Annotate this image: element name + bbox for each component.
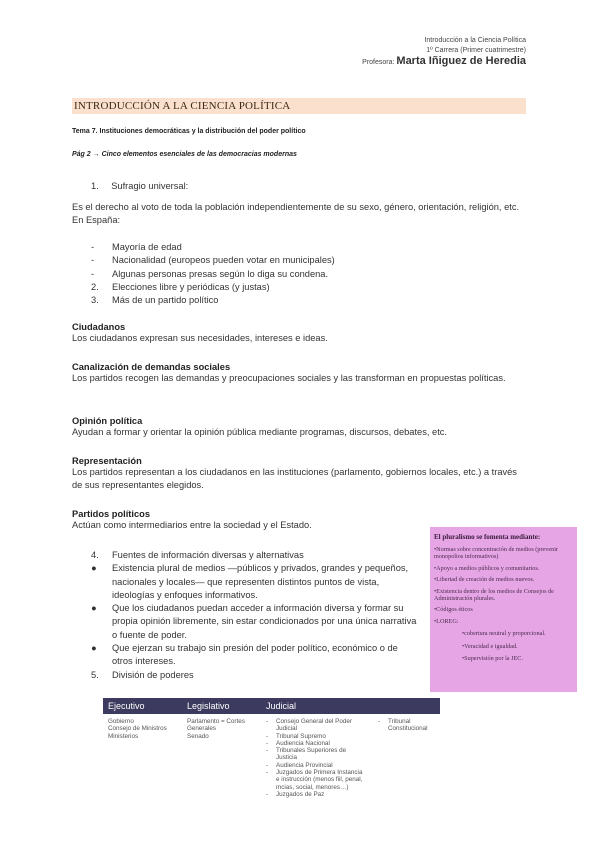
header-course: Introducción a la Ciencia Política [424, 37, 526, 44]
block-title: Opinión política [72, 416, 143, 426]
information-sources-list [91, 549, 421, 682]
list-item: ● Que los ciudadanos puedan acceder a información diversa y formar su propia opinión libremente, sin estar condicionados por una única narrativa o fuente de poder. [91, 603, 417, 640]
pluralism-line: •Apoyo a medios públicos y comunitarios. [434, 564, 540, 572]
block-opinion [72, 416, 527, 439]
pluralism-line: •Existencia dentro de los medios de Consejos de Administración plurales. [434, 587, 554, 603]
block-ciudadanos [72, 322, 527, 345]
header-legislativo: Legislativo [187, 701, 230, 711]
powers-table [103, 698, 440, 834]
block-text: Los partidos representan a los ciudadanos en las instituciones (parlamento, gobiernos locales, etc.) a través de sus representantes elegidos. [72, 467, 517, 490]
list-item: 4. Fuentes de información diversas y alternativas [91, 550, 304, 560]
pluralism-subline: •Supervisión por la JEC. [462, 655, 523, 663]
cell: - Audiencia Nacional [266, 740, 366, 747]
block-partidos [72, 509, 422, 532]
pluralism-note-box [430, 527, 577, 692]
section-1-number: 1. [91, 181, 99, 191]
professor-label: Profesora: [362, 59, 395, 66]
cell: Consejo de Ministros [108, 725, 167, 733]
section-1-title: Sufragio universal: [111, 181, 189, 191]
suffrage-paragraph: Es el derecho al voto de toda la población independientemente de su sexo, género, orientación, religión, etc. En España: [72, 202, 520, 225]
cell: - Tribunales Superiores de Justicia [266, 747, 366, 762]
cell: Ministerios [108, 732, 139, 740]
block-title: Representación [72, 456, 142, 466]
list-item: 3. Más de un partido político [91, 295, 219, 306]
cell: Gobierno [108, 718, 134, 725]
cell: Parlamento = Cortes Generales [187, 718, 245, 733]
list-item: 2. Elecciones libre y periódicas (y justas) [91, 281, 270, 292]
page-subtitle: Pág 2 → Cinco elementos esenciales de las democracias modernas [72, 151, 297, 158]
list-item: 5. División de poderes [91, 669, 194, 680]
list-item: ● Que ejerzan su trabajo sin presión del poder político, económico o de otros intereses. [91, 643, 398, 667]
column-judicial [266, 718, 366, 798]
pluralism-line: •LOREG: [434, 617, 459, 625]
column-legislativo [187, 718, 262, 740]
course-title: INTRODUCCIÓN A LA CIENCIA POLÍTICA [74, 100, 291, 112]
cell: - Tribunal Supremo [266, 733, 366, 740]
block-text: Los ciudadanos expresan sus necesidades, intereses e ideas. [72, 333, 328, 343]
block-text: Ayudan a formar y orientar la opinión pública mediante programas, discursos, debates, etc. [72, 427, 448, 437]
pluralism-subline: •Veracidad e igualdad. [462, 642, 518, 650]
block-canalizacion [72, 362, 527, 385]
block-representacion [72, 456, 527, 492]
cell: - Tribunal Constitucional [378, 718, 438, 733]
professor-name: Marta Iñiguez de Heredia [396, 55, 526, 67]
cell: Senado [187, 732, 209, 740]
header-year: 1º Carrera (Primer cuatrimestre) [426, 47, 526, 54]
document-header [362, 36, 526, 68]
pluralism-line: •Normas sobre concentración de medios (prevenir monopolios informativos) [434, 546, 558, 561]
pluralism-subline: •cobertura neutral y proporcional. [462, 630, 546, 638]
block-title: Canalización de demandas sociales [72, 362, 231, 372]
cell: - Juzgados de Primera Instancia e instrucción (menos fiil, penal, mcias, social, menores…) [266, 769, 366, 791]
cell: - Audiencia Provincial [266, 762, 366, 769]
column-constitucional [378, 718, 438, 733]
pluralism-line: •Libertad de creación de medios nuevos. [434, 576, 535, 584]
powers-table-header [103, 698, 440, 714]
block-text: Los partidos recogen las demandas y preocupaciones sociales y las transforman en propuestas políticas. [72, 373, 506, 383]
pluralism-title: El pluralismo se fomenta mediante: [434, 533, 541, 541]
list-item: - Nacionalidad (europeos pueden votar en municipales) [91, 255, 335, 266]
list-item: - Algunas personas presas según lo diga su condena. [91, 268, 329, 279]
column-ejecutivo [108, 718, 183, 740]
section-1-heading [91, 176, 188, 194]
pluralism-line: •Códigos éticos [434, 606, 473, 614]
cell: - Consejo General del Poder Judicial [266, 718, 366, 733]
list-item: ● Existencia plural de medios —públicos y privados, grandes y pequeños, nacionales y locales— que representen distintos puntos de vista, ideologías y enfoques informativos. [91, 563, 409, 600]
header-judicial: Judicial [266, 701, 297, 711]
block-title: Ciudadanos [72, 322, 126, 332]
block-title: Partidos políticos [72, 509, 151, 519]
cell: - Juzgados de Paz [266, 791, 366, 798]
block-text: Actúan como intermediarios entre la sociedad y el Estado. [72, 520, 312, 530]
list-item: - Mayoría de edad [91, 242, 182, 252]
header-professor [362, 56, 526, 68]
suffrage-list [91, 241, 521, 307]
header-ejecutivo: Ejecutivo [108, 701, 145, 711]
topic-heading: Tema 7. Instituciones democráticas y la distribución del poder político [72, 128, 306, 135]
